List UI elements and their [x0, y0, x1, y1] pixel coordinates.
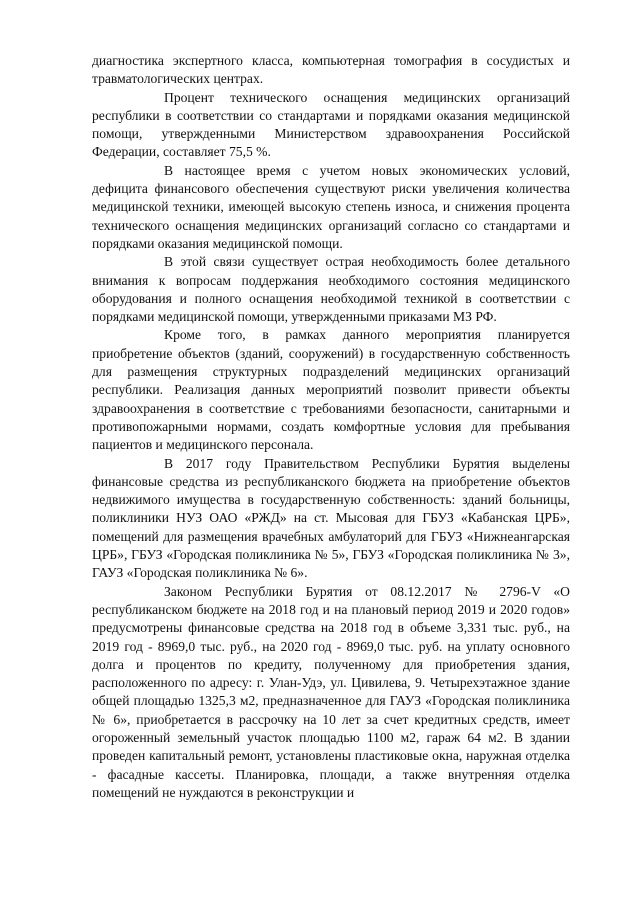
- paragraph-budget-law: Законом Республики Бурятия от 08.12.2017 № 2796-V «О республиканском бюджете на 2018 год и на плановый период 2019 и 2020 годов» предусмотрены финансовые средства на 2018 год в объеме 3,331 тыс. руб., на 2019 год - 8969,0 тыс. руб., на 2020 год - 8969,0 тыс. руб. на уплату основного долга и процентов по кредиту, полученному для приобретения здания, расположенного по адресу: г. Улан-Удэ, ул. Цивилева, 9. Четырехэтажное здание общей площадью 1325,3 м2, предназначенное для ГАУЗ «Городская поликлиника № 6», приобретается в рассрочку на 10 лет за счет кредитных средств, имеет огороженный земельный участок площадью 1100 м2, гараж 64 м2. В здании проведен капитальный ремонт, установлены пластиковые окна, наружная отделка - фасадные кассеты. Планировка, площади, а также внутренняя отделка помещений не нуждаются в реконструкции и: [92, 583, 570, 800]
- paragraph-equipment-maintenance: В этой связи существует острая необходимость более детального внимания к вопросам поддержания необходимого состояния медицинского оборудования и полного оснащения необходимой техникой в соответствии с порядками медицинской помощи, утвержденными приказами МЗ РФ.: [92, 254, 570, 325]
- paragraph-economic-risks: В настоящее время с учетом новых экономических условий, дефицита финансового обеспечения существуют риски увеличения количества медицинской техники, имеющей высокую степень износа, и снижения процента технического оснащения медицинских организаций согласно со стандартами и порядками оказания медицинской помощи.: [92, 162, 570, 251]
- paragraph-continuation: диагностика экспертного класса, компьютерная томография в сосудистых и травматологических центрах.: [92, 53, 570, 87]
- paragraph-2017-funding: В 2017 году Правительством Республики Бурятия выделены финансовые средства из республиканского бюджета на приобретение объектов недвижимого имущества в государственную собственность: зданий больницы, поликлиники НУЗ ОАО «РЖД» на ст. Мысовая для ГБУЗ «Кабанская ЦРБ», помещений для размещения врачебных амбулаторий для ГБУЗ «Нижнеангарская ЦРБ», ГБУЗ «Городская поликлиника № 5», ГБУЗ «Городская поликлиника № 3», ГАУЗ «Городская поликлиника № 6».: [92, 455, 570, 581]
- document-page: [92, 52, 570, 802]
- paragraph-property-acquisition: Кроме того, в рамках данного мероприятия планируется приобретение объектов (зданий, сооружений) в государственную собственность для размещения структурных подразделений медицинских организаций республики. Реализация данных мероприятий позволит привести объекты здравоохранения в соответствие с требованиями безопасности, санитарными и противопожарными нормами, создать комфортные условия для пребывания пациентов и медицинского персонала.: [92, 327, 570, 453]
- paragraph-equipment-percentage: Процент технического оснащения медицинских организаций республики в соответствии со стандартами и порядками оказания медицинской помощи, утвержденными Министерством здравоохранения Российской Федерации, составляет 75,5 %.: [92, 89, 570, 160]
